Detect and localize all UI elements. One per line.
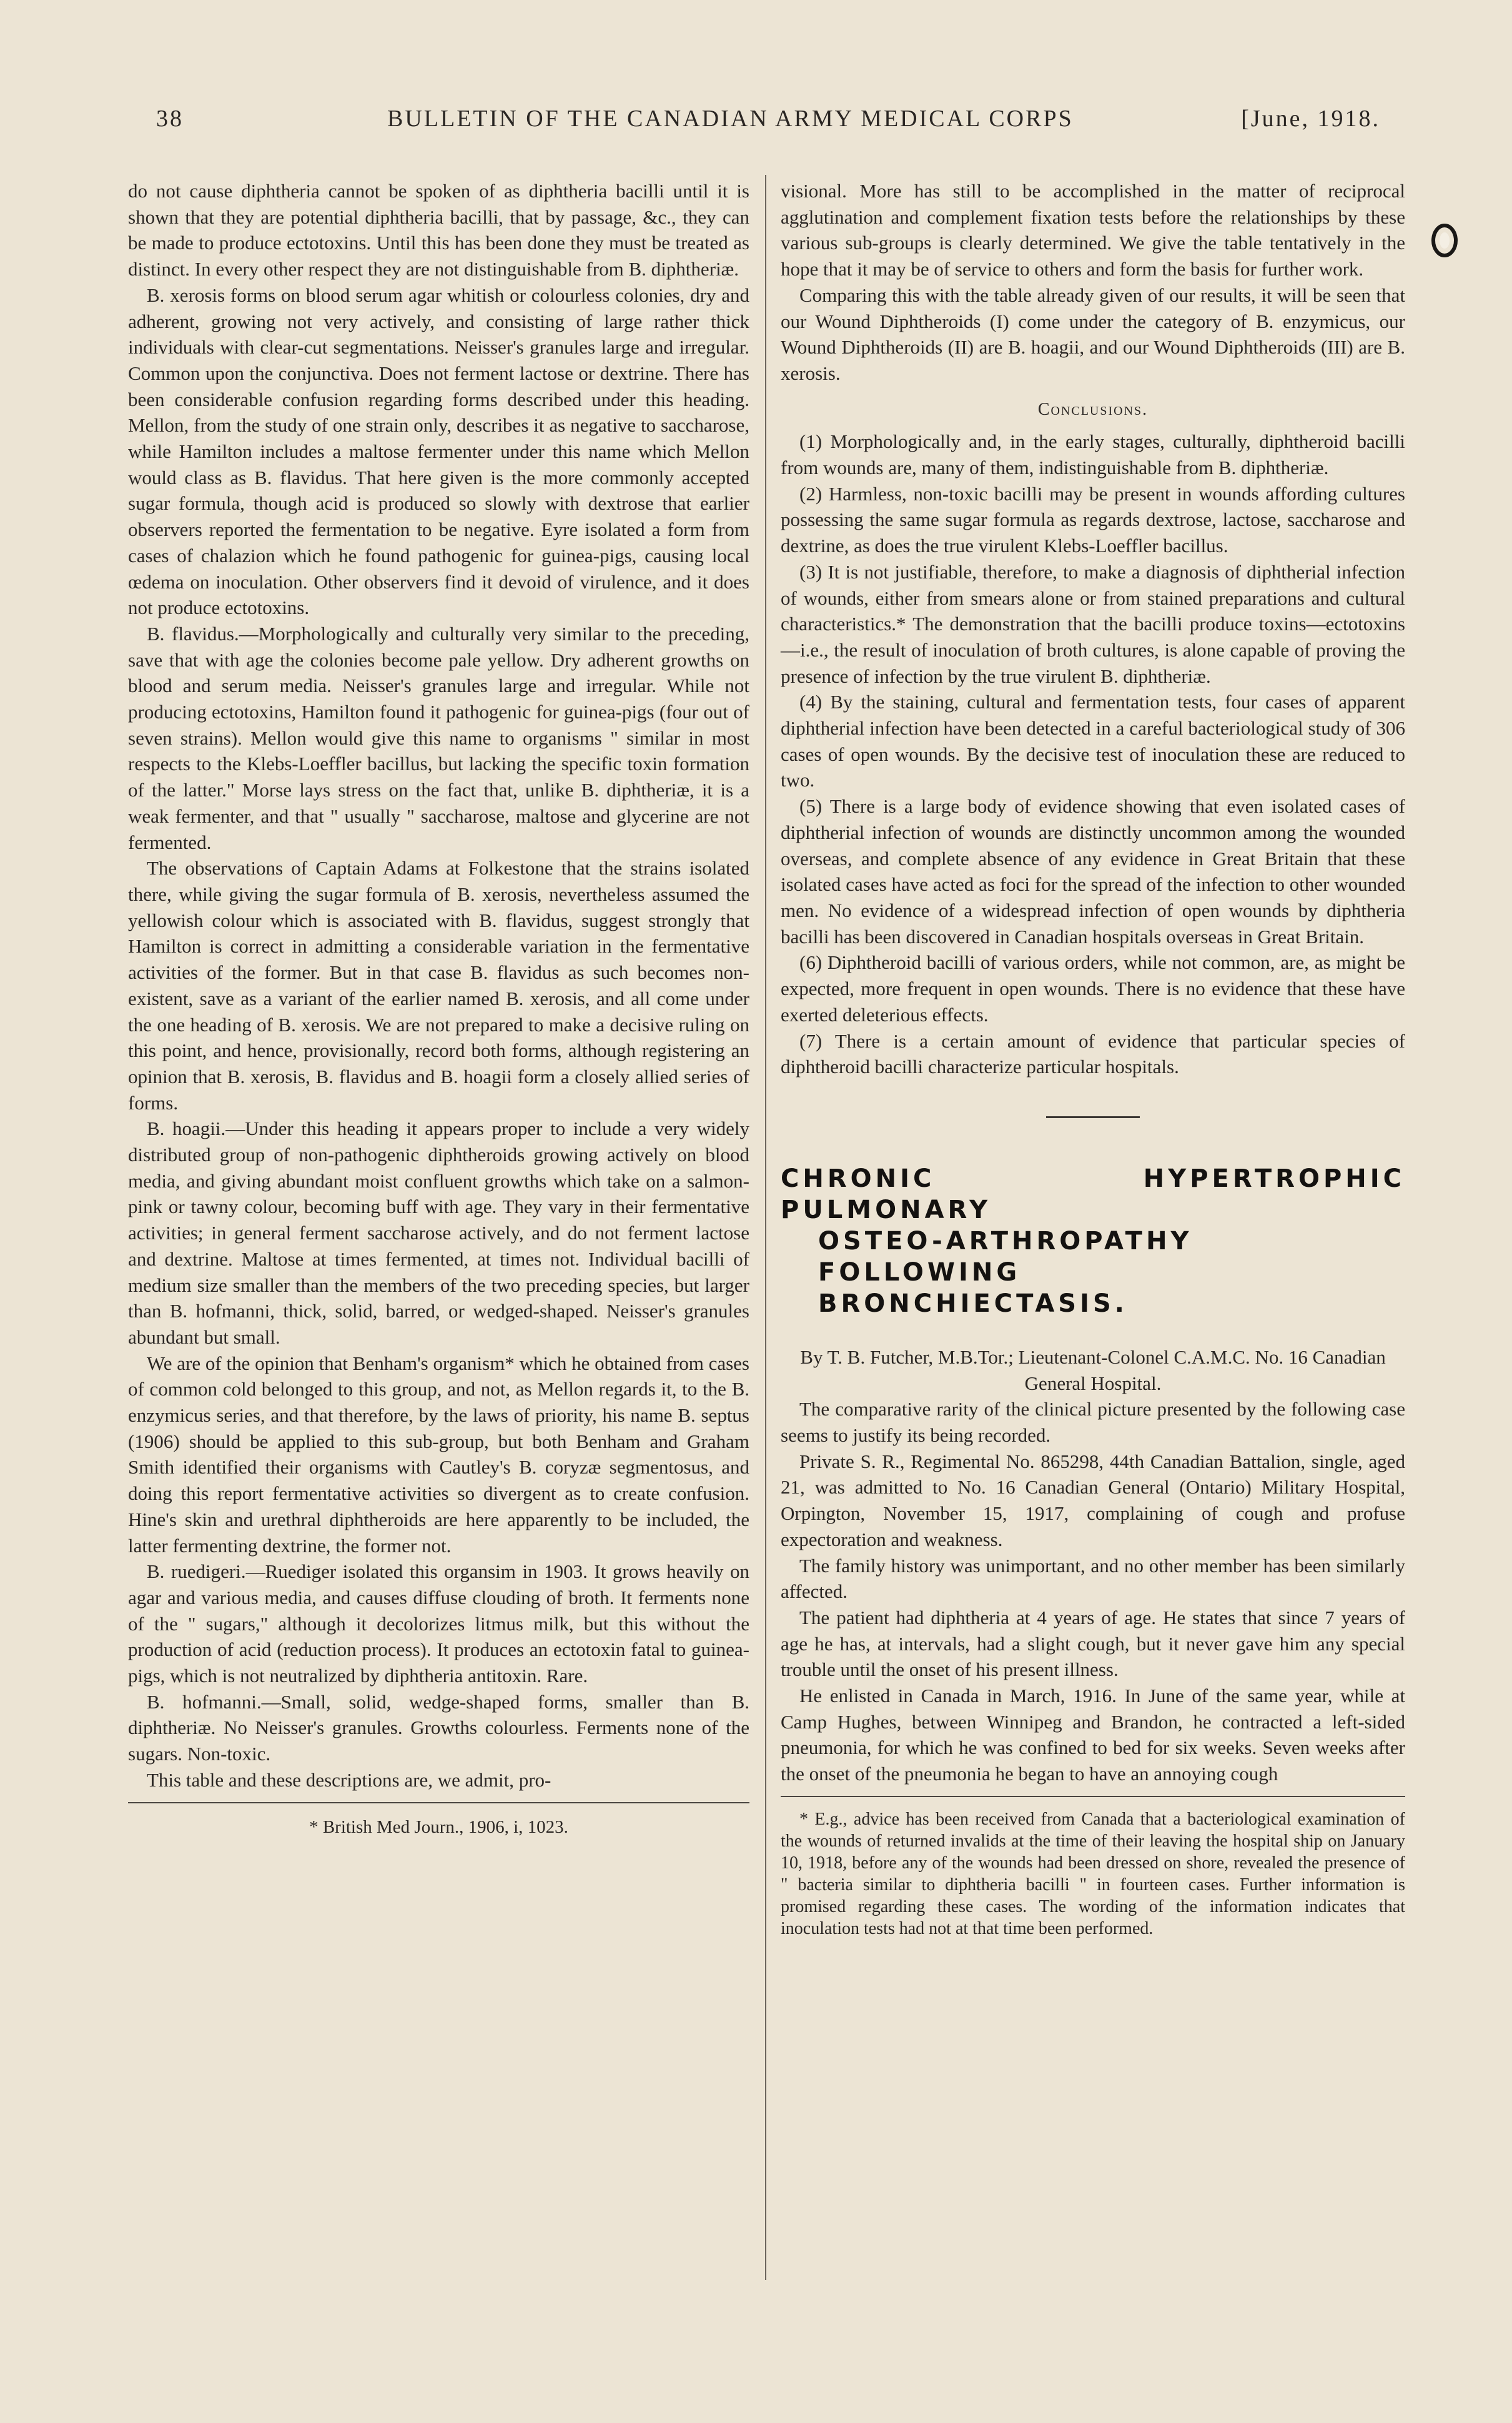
conclusion-item: (2) Harmless, non-toxic bacilli may be present in wounds affording cultures possessing the same sugar formula as regards dextrose, lactose, saccharose and dextrine, as does the true virulent Klebs-Loeffler bacillus. bbox=[781, 482, 1405, 557]
paragraph: The comparative rarity of the clinical picture presented by the following case seems to justify its being recorded. bbox=[781, 1398, 1405, 1447]
paragraph: Comparing this with the table already given of our results, it will be seen that our Wound Diphtheroids (I) come under the category of B. enzymicus, our Wound Diphtheroids (II) are B. hoagii, and our Wound Diphtheroids (III) are B. xerosis. bbox=[781, 284, 1405, 384]
conclusion-item: (1) Morphologically and, in the early stages, culturally, diphtheroid bacilli from wounds are, many of them, indistinguishable from B. diphtheriæ. bbox=[781, 430, 1405, 479]
paragraph: B. flavidus.—Morphologically and culturally very similar to the preceding, save that with age the colonies become pale yellow. Dry adherent growths on blood and serum media. Neisser's granules large and irregular. While not producing ectotoxins, Hamilton found it pathogenic for guinea-pigs (four out of seven strains). Mellon would give this name to organisms " similar in most respects to the Klebs-Loeffler bacillus, but lacking the specific toxin formation of the latter." Morse lays stress on the fact that, unlike B. diphtheriæ, it is a weak fermenter, and that " usually " saccharose, maltose and glycerine are not fermented. bbox=[128, 622, 749, 853]
journal-title: BULLETIN OF THE CANADIAN ARMY MEDICAL CORPS bbox=[387, 106, 1074, 132]
article-title-line: OSTEO-ARTHROPATHY FOLLOWING bbox=[818, 1226, 1193, 1287]
paragraph: The patient had diphtheria at 4 years of age. He states that since 7 years of age he has, at intervals, had a slight cough, but it never gave him any special trouble until the onset of his present illness. bbox=[781, 1606, 1405, 1681]
article-title bbox=[781, 1163, 1405, 1319]
paragraph: do not cause diphtheria cannot be spoken of as diphtheria bacilli until it is shown that they are potential diphtheria bacilli, that by passage, &c., they can be made to produce ectotoxins. Until this has been done they must be treated as distinct. In every other respect they are not distinguishable from B. diphtheriæ. bbox=[128, 180, 749, 280]
issue-date: [June, 1918. bbox=[1241, 106, 1380, 132]
conclusions-heading: Conclusions. bbox=[1037, 399, 1149, 419]
footnote-rule bbox=[781, 1796, 1405, 1797]
page-number: 38 bbox=[156, 106, 184, 132]
conclusion-item: (7) There is a certain amount of evidence that particular species of diphtheroid bacilli characterize particular hospitals. bbox=[781, 1029, 1405, 1078]
paragraph: B. hofmanni.—Small, solid, wedge-shaped forms, smaller than B. diphtheriæ. No Neisser's granules. Growths colourless. Ferments none of the sugars. Non-toxic. bbox=[128, 1690, 749, 1765]
footnote: * E.g., advice has been received from Canada that a bacteriological examination of the wounds of returned invalids at the time of their leaving the hospital ship on January 10, 1918, before any of the wounds had been dressed on shore, revealed the presence of " bacteria similar to diphtheria bacilli " in fourteen cases. Further information is promised regarding these cases. The wording of the information indicates that inoculation tests had not at that time been performed. bbox=[781, 1809, 1405, 1938]
footnote-rule bbox=[128, 1802, 749, 1803]
article-title-line: BRONCHIECTASIS. bbox=[818, 1289, 1128, 1318]
conclusion-item: (6) Diphtheroid bacilli of various orders, while not common, are, as might be expected, more frequent in open wounds. There is no evidence that these have exerted deleterious effects. bbox=[781, 951, 1405, 1026]
conclusion-item: (3) It is not justifiable, therefore, to make a diagnosis of diphtherial infection of wounds, either from smears alone or from stained preparations and cultural characteristics.* The demonstration that the bacilli produce toxins—ectotoxins—i.e., the result of inoculation of broth cultures, is alone capable of proving the presence of infection by the true virulent B. diphtheriæ. bbox=[781, 560, 1405, 687]
paragraph: The observations of Captain Adams at Folkestone that the strains isolated there, while giving the sugar formula of B. xerosis, nevertheless assumed the yellowish colour which is associated with B. flavidus, suggest strongly that Hamilton is correct in admitting a considerable variation in the fermentative activities of the former. But in that case B. flavidus as such becomes non-existent, save as a variant of the earlier named B. xerosis, and all come under the one heading of B. xerosis. We are not prepared to make a decisive ruling on this point, and hence, provisionally, record both forms, although registering an opinion that B. xerosis, B. flavidus and B. hoagii form a closely allied series of forms. bbox=[128, 857, 749, 1114]
paragraph: We are of the opinion that Benham's organism* which he obtained from cases of common cold belonged to this group, and not, as Mellon regards it, to the B. enzymicus series, and that therefore, by the laws of priority, his name B. septus (1906) should be applied to this sub-group, but both Benham and Graham Smith identified their organisms with Cautley's B. coryzæ segmentosus, and doing this report fermentative activities so divergent as to create confusion. Hine's skin and urethral diphtheroids are here apparently to be included, the latter fermenting dextrine, the former not. bbox=[128, 1352, 749, 1557]
paragraph: This table and these descriptions are, we admit, pro- bbox=[147, 1768, 551, 1791]
left-column bbox=[128, 178, 749, 1840]
article-title-line: CHRONIC HYPERTROPHIC PULMONARY bbox=[781, 1164, 1405, 1224]
paragraph: visional. More has still to be accomplished in the matter of reciprocal agglutination and complement fixation tests before the relationships by these various sub-groups is clearly determined. We give the table tentatively in the hope that it may be of service to others and form the basis for further work. bbox=[781, 180, 1405, 280]
paragraph: B. ruedigeri.—Ruediger isolated this organsim in 1903. It grows heavily on agar and various media, and causes diffuse clouding of broth. It ferments none of the " sugars," although it decolorizes litmus milk, but this without the production of acid (reduction process). It produces an ectotoxin fatal to guinea-pigs, which is not neutralized by diphtheria antitoxin. Rare. bbox=[128, 1560, 749, 1687]
conclusion-item: (4) By the staining, cultural and fermentation tests, four cases of apparent diphtherial infection have been detected in a careful bacteriological study of 306 cases of open wounds. By the decisive test of inoculation these are reduced to two. bbox=[781, 691, 1405, 791]
section-rule bbox=[1046, 1116, 1140, 1118]
running-header bbox=[156, 105, 1380, 142]
paragraph: Private S. R., Regimental No. 865298, 44th Canadian Battalion, single, aged 21, was admitted to No. 16 Canadian General (Ontario) Military Hospital, Orpington, November 15, 1917, complaining of cough and profuse expectoration and weakness. bbox=[781, 1450, 1405, 1550]
right-column bbox=[781, 178, 1405, 1940]
byline: By T. B. Futcher, M.B.Tor.; Lieutenant-Colonel C.A.M.C. No. 16 Canadian General Hospital. bbox=[800, 1345, 1386, 1394]
paragraph: B. xerosis forms on blood serum agar whitish or colourless colonies, dry and adherent, growing not very actively, and consisting of large rather thick individuals with clear-cut segmentations. Neisser's granules large and irregular. Common upon the conjunctiva. Does not ferment lactose or dextrine. There has been considerable confusion regarding forms described under this heading. Mellon, from the study of one strain only, describes it as negative to saccharose, while Hamilton includes a maltose fermenter under this name which Mellon would class as B. flavidus. That here given is the more commonly accepted sugar formula, though acid is produced so slowly with dextrose that earlier observers reported the fermentation to be negative. Eyre isolated a form from cases of chalazion which he found pathogenic for guinea-pigs, causing local œdema on inoculation. Other observers find it devoid of virulence, and it does not produce ectotoxins. bbox=[128, 284, 749, 619]
footnote-block bbox=[781, 1808, 1405, 1940]
binding-clip-icon bbox=[1430, 222, 1459, 259]
footnote: * British Med Journ., 1906, i, 1023. bbox=[309, 1816, 568, 1837]
paragraph: The family history was unimportant, and no other member has been similarly affected. bbox=[781, 1554, 1405, 1603]
paragraph: B. hoagii.—Under this heading it appears proper to include a very widely distributed group of non-pathogenic diphtheroids growing actively on blood media, and giving abundant moist confluent growths which take on a salmon-pink or tawny colour, becoming buff with age. They vary in their fermentative activities; in general ferment saccharose actively, and do not ferment lactose and dextrine. Maltose at times fermented, at times not. Individual bacilli of medium size smaller than the members of the two preceding species, but larger than B. hofmanni, thick, solid, barred, or wedged-shaped. Neisser's granules abundant but small. bbox=[128, 1117, 749, 1348]
conclusion-item: (5) There is a large body of evidence showing that even isolated cases of diphtherial infection of wounds are distinctly uncommon among the wounded overseas, and complete absence of any evidence in Great Britain that these isolated cases have acted as foci for the spread of the infection to other wounded men. No evidence of a widespread infection of open wounds by diphtheria bacilli has been discovered in Canadian hospitals overseas in Great Britain. bbox=[781, 795, 1405, 948]
paragraph: He enlisted in Canada in March, 1916. In June of the same year, while at Camp Hughes, between Winnipeg and Brandon, he contracted a left-sided pneumonia, for which he was confined to bed for six weeks. Seven weeks after the onset of the pneumonia he began to have an annoying cough bbox=[781, 1685, 1405, 1785]
column-divider bbox=[765, 175, 766, 2280]
